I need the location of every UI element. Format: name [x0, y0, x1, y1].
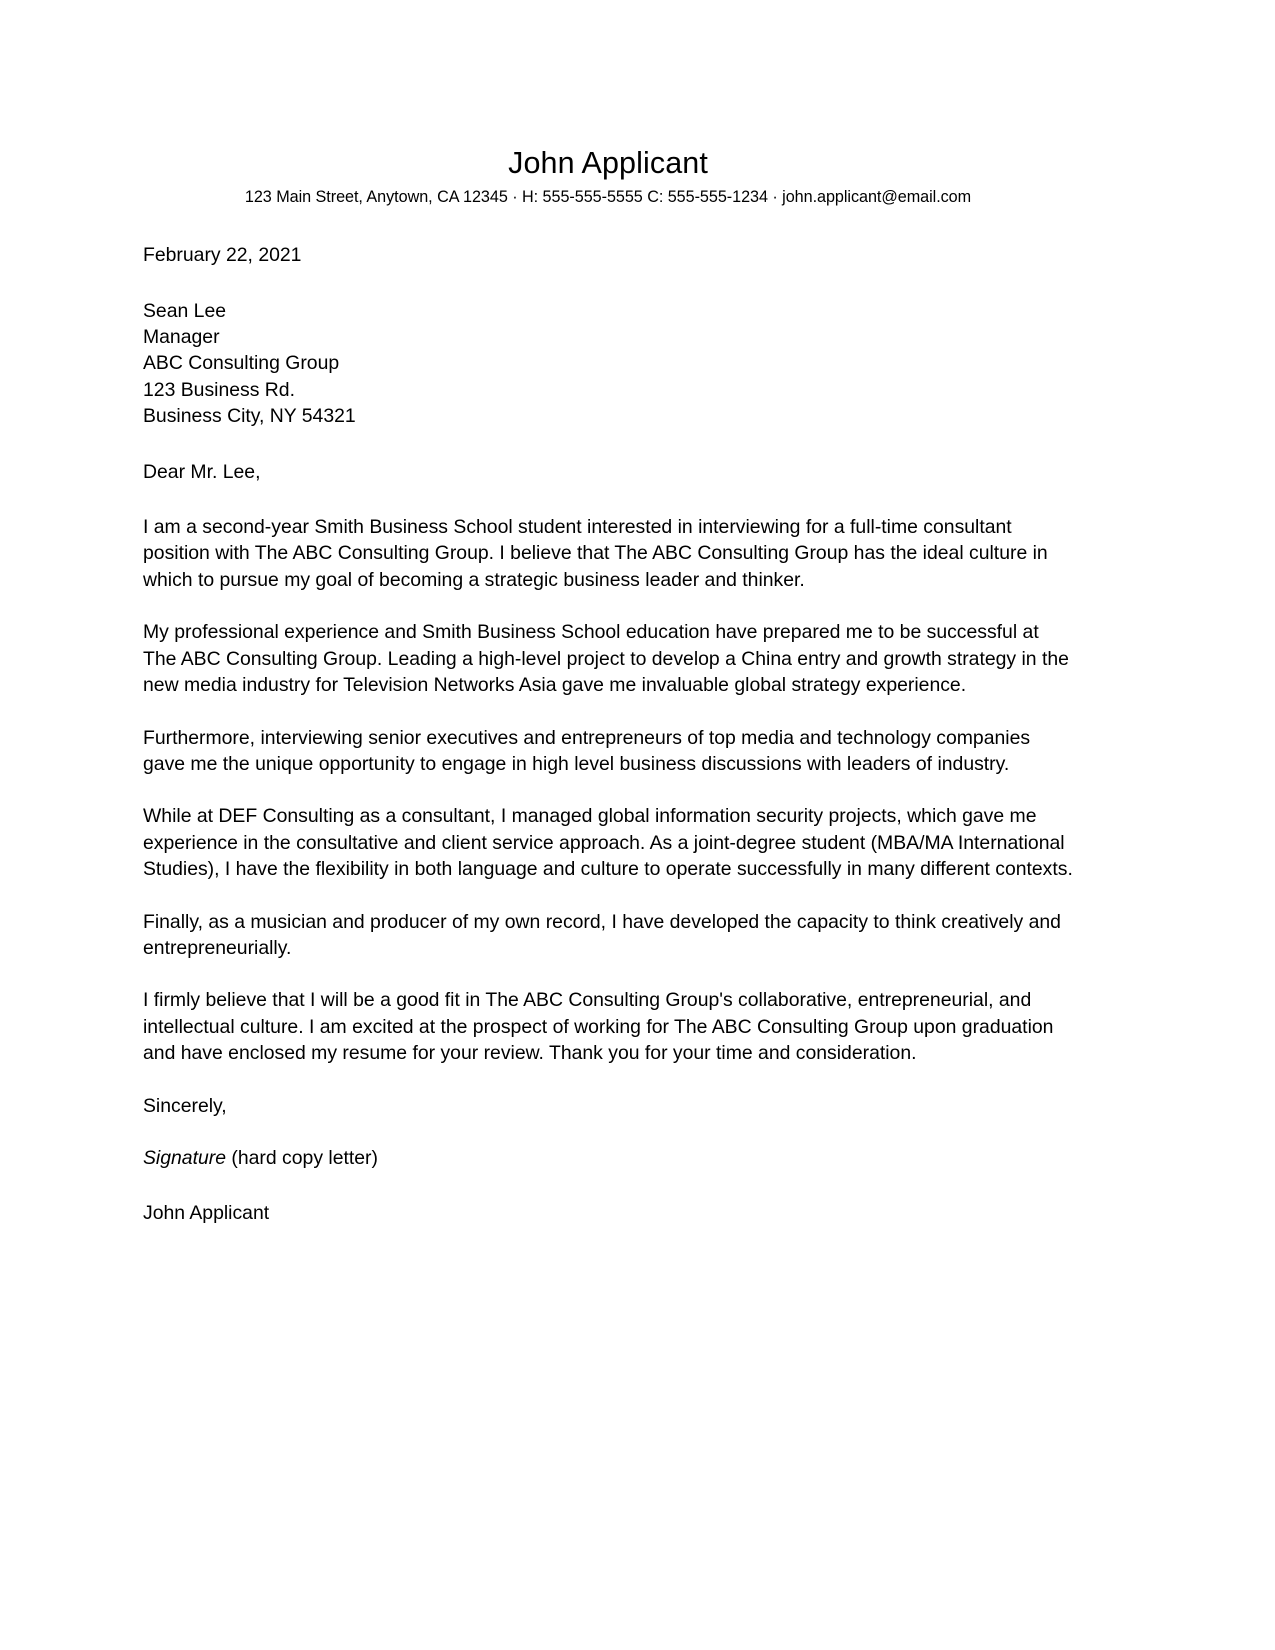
spacer-7	[143, 1119, 1073, 1145]
spacer-after-salutation	[143, 485, 1073, 514]
body-paragraph-3: Furthermore, interviewing senior executives and entrepreneurs of top media and technology companies gave me the unique opportunity to engage in high level business discussions with leaders of industry.	[143, 726, 1031, 775]
body-paragraph-5: Finally, as a musician and producer of my own record, I have developed the capacity to think creatively and entrepreneurially.	[143, 910, 1061, 959]
spacer-after-date	[143, 269, 1073, 298]
spacer-8	[143, 1171, 1073, 1200]
spacer-6	[143, 1067, 1073, 1093]
salutation: Dear Mr. Lee,	[143, 460, 261, 483]
spacer-5	[143, 961, 1073, 987]
letter-content	[143, 0, 1073, 1227]
recipient-title: Manager	[143, 326, 220, 349]
signature-placeholder-line	[143, 1145, 1073, 1171]
signature-note: (hard copy letter)	[226, 1146, 378, 1169]
contact-info-line: 123 Main Street, Anytown, CA 12345 · H: 555-555-5555 C: 555-555-1234 · john.applicant@email.com	[244, 188, 972, 207]
body-paragraph-2: My professional experience and Smith Business School education have prepared me to be successful at The ABC Consulting Group. Leading a high-level project to develop a China entry and growth strategy in the new media industry for Television Networks Asia gave me invaluable global strategy experience.	[143, 621, 1069, 697]
letter-date: February 22, 2021	[143, 244, 302, 267]
letterhead	[143, 0, 1073, 208]
spacer-after-recipient	[143, 430, 1073, 459]
recipient-city-state-zip: Business City, NY 54321	[143, 405, 356, 428]
page-title: John Applicant	[508, 146, 708, 180]
body-paragraph-6: I firmly believe that I will be a good fit in The ABC Consulting Group's collaborative, entrepreneurial, and intellectual culture. I am excited at the prospect of working for The ABC Consulting Group upon graduation and have enclosed my resume for your review. Thank you for your time and consideration.	[143, 989, 1054, 1065]
body-paragraph-4: While at DEF Consulting as a consultant, I managed global information security projects, which gave me experience in the consultative and client service approach. As a joint-degree student (MBA/MA International Studies), I have the flexibility in both language and culture to operate successfully in many different contexts.	[143, 805, 1073, 881]
spacer-3	[143, 777, 1073, 803]
recipient-name: Sean Lee	[143, 299, 227, 322]
spacer-2	[143, 699, 1073, 725]
recipient-street: 123 Business Rd.	[143, 378, 295, 401]
signature-word: Signature	[143, 1146, 227, 1169]
spacer-4	[143, 883, 1073, 909]
recipient-company: ABC Consulting Group	[143, 352, 340, 375]
closing-sincerely: Sincerely,	[143, 1094, 227, 1117]
signer-name: John Applicant	[143, 1202, 270, 1225]
letter-body	[143, 242, 1073, 1227]
spacer-1	[143, 593, 1073, 619]
body-paragraph-1: I am a second-year Smith Business School student interested in interviewing for a full-time consultant position with The ABC Consulting Group. I believe that The ABC Consulting Group has the ideal culture in which to pursue my goal of becoming a strategic business leader and thinker.	[143, 516, 1048, 591]
